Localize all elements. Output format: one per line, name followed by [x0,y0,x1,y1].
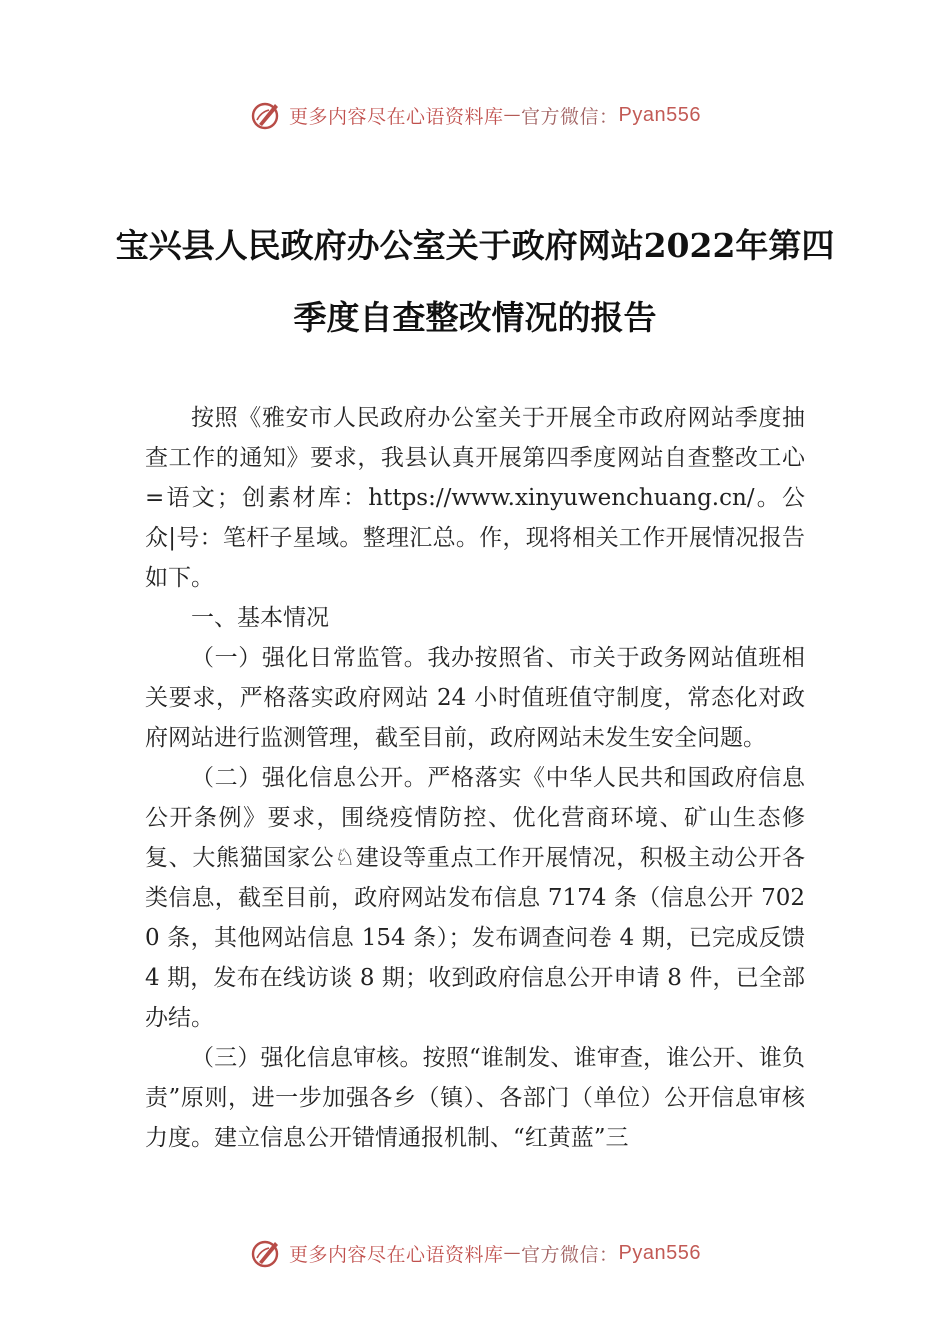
footer-watermark-banner [0,1233,950,1273]
banner-wechat-label: 官方微信： [521,1243,619,1266]
paragraph-information-disclosure: （二）强化信息公开。严格落实《中华人民共和国政府信息公开条例》要求，围绕疫情防控、优化营商环境、矿山生态修复、大熊猫国家公♘建设等重点工作开展情况，积极主动公开各类信息，截至目前，政府网站发布信息 7174 条（信息公开 7020 条，其他网站信息 154 条）；发布调查问卷 4 期，已完成反馈 4 期，发布在线访谈 8 期；收到政府信息公开申请 8 件，已全部办结。 [145,765,805,1031]
intro-paragraph: 按照《雅安市人民政府办公室关于开展全市政府网站季度抽查工作的通知》要求，我县认真开展第四季度网站自查整改工心=语文；创素材库：https://www.xinyuwenchuang.cn/。公众|号：笔杆子星域。整理汇总。作，现将相关工作开展情况报告如下。 [145,405,805,591]
quill-logo-icon [249,98,283,132]
header-watermark-banner [0,95,950,135]
banner-wechat-id: Pyan556 [618,1241,701,1264]
document-body [145,398,805,1158]
banner-separator: — [503,1243,522,1263]
section-heading-basic: 一、基本情况 [191,605,329,631]
banner-separator: — [503,105,522,125]
banner-library-text: 更多内容尽在心语资料库 [289,105,504,128]
quill-logo-icon [249,1236,283,1270]
document-title: 宝兴县人民政府办公室关于政府网站2022年第四季度自查整改情况的报告 [115,226,835,337]
paragraph-information-review: （三）强化信息审核。按照“谁制发、谁审查，谁公开、谁负责”原则，进一步加强各乡（镇）、各部门（单位）公开信息审核力度。建立信息公开错情通报机制、“红黄蓝”三 [145,1045,805,1151]
banner-wechat-id: Pyan556 [618,103,701,126]
paragraph-daily-supervision: （一）强化日常监管。我办按照省、市关于政务网站值班相关要求，严格落实政府网站 24 小时值班值守制度，常态化对政府网站进行监测管理，截至目前，政府网站未发生安全问题。 [145,645,805,751]
banner-library-text: 更多内容尽在心语资料库 [289,1243,504,1266]
banner-wechat-label: 官方微信： [521,105,619,128]
